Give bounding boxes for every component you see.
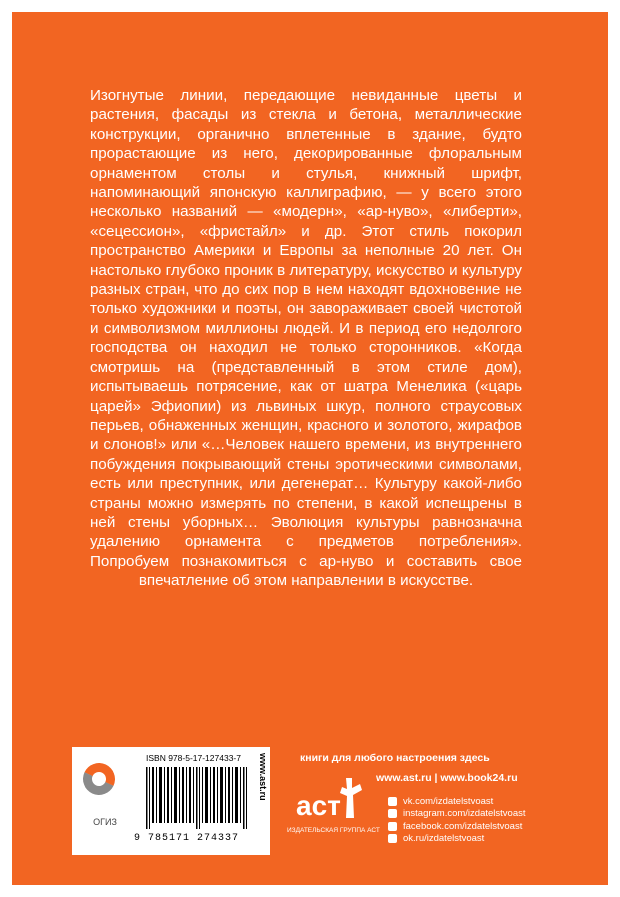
ogiz-ring-icon [78,758,119,799]
ogiz-label: ОГИЗ [93,817,117,827]
social-link-text: vk.com/izdatelstvoast [403,795,494,807]
ast-logo [296,774,376,824]
barcode-icon [146,767,250,829]
ast-tagline: ИЗДАТЕЛЬСКАЯ ГРУППА АСТ [287,827,380,834]
barcode-panel [72,747,270,855]
instagram-icon [388,809,397,818]
barcode-digits: 9 785171 274337 [134,833,240,844]
social-link-vk[interactable] [388,795,526,808]
social-link-text: ok.ru/izdatelstvoast [403,833,485,845]
ogiz-logo [80,763,132,843]
promo-headline: книги для любого настроения здесь [300,752,490,764]
social-link-text: facebook.com/izdatelstvoast [403,820,523,832]
facebook-icon [388,822,397,831]
vk-icon [388,797,397,806]
social-link-facebook[interactable] [388,820,526,833]
isbn-number: ISBN 978-5-17-127433-7 [146,753,241,763]
ast-logo-text: аст [296,790,341,821]
barcode-site: www.ast.ru [258,753,268,801]
promo-sites: www.ast.ru | www.book24.ru [376,772,518,784]
cover-blurb: Изогнутые линии, передающие невиданные цветы и растения, фасады из стекла и бетона, металлические конструкции, органично вплетенные в здание, будто прорастающие из него, декорированные флоральным орнаментом столы и стулья, книжный шрифт, напоминающий японскую каллиграфию, — у всего этого несколько названий — «модерн», «ар-нуво», «либерти», «сецессион», «фристайл» и др. Этот стиль покорил пространство Америки и Европы за неполные 20 лет. Он настолько глубоко проник в литературу, искусство и культуру разных стран, что до сих пор в нем находят вдохновение не только художники и поэты, он завораживает своей чистотой и символизмом миллионы людей. И в период его недолгого господства он находил не только сторонников. «Когда смотришь на (представленный в этом стиле дом), испытываешь потрясение, как от шатра Менелика («царь царей» Эфиопии) из львиных шкур, полного страусовых перьев, обнаженных женщин, красного и золотого, жирафов и слонов!» или «…Человек нашего времени, из внутреннего побуждения покрывающий стены эротическими символами, есть или преступник, или дегенерат… Культуру какой-либо страны можно измерять по степени, в какой испещрены в ней стены уборных… Эволюция культуры равнозначна удалению орнамента с предметов потребления». Попробуем познакомиться с ар-нуво и составить свое впечатление об этом направлении в искусстве. [90,87,522,590]
social-link-text: instagram.com/izdatelstvoast [403,808,526,820]
social-links [388,795,526,845]
social-link-ok[interactable] [388,833,526,846]
social-link-instagram[interactable] [388,808,526,821]
ok-icon [388,834,397,843]
